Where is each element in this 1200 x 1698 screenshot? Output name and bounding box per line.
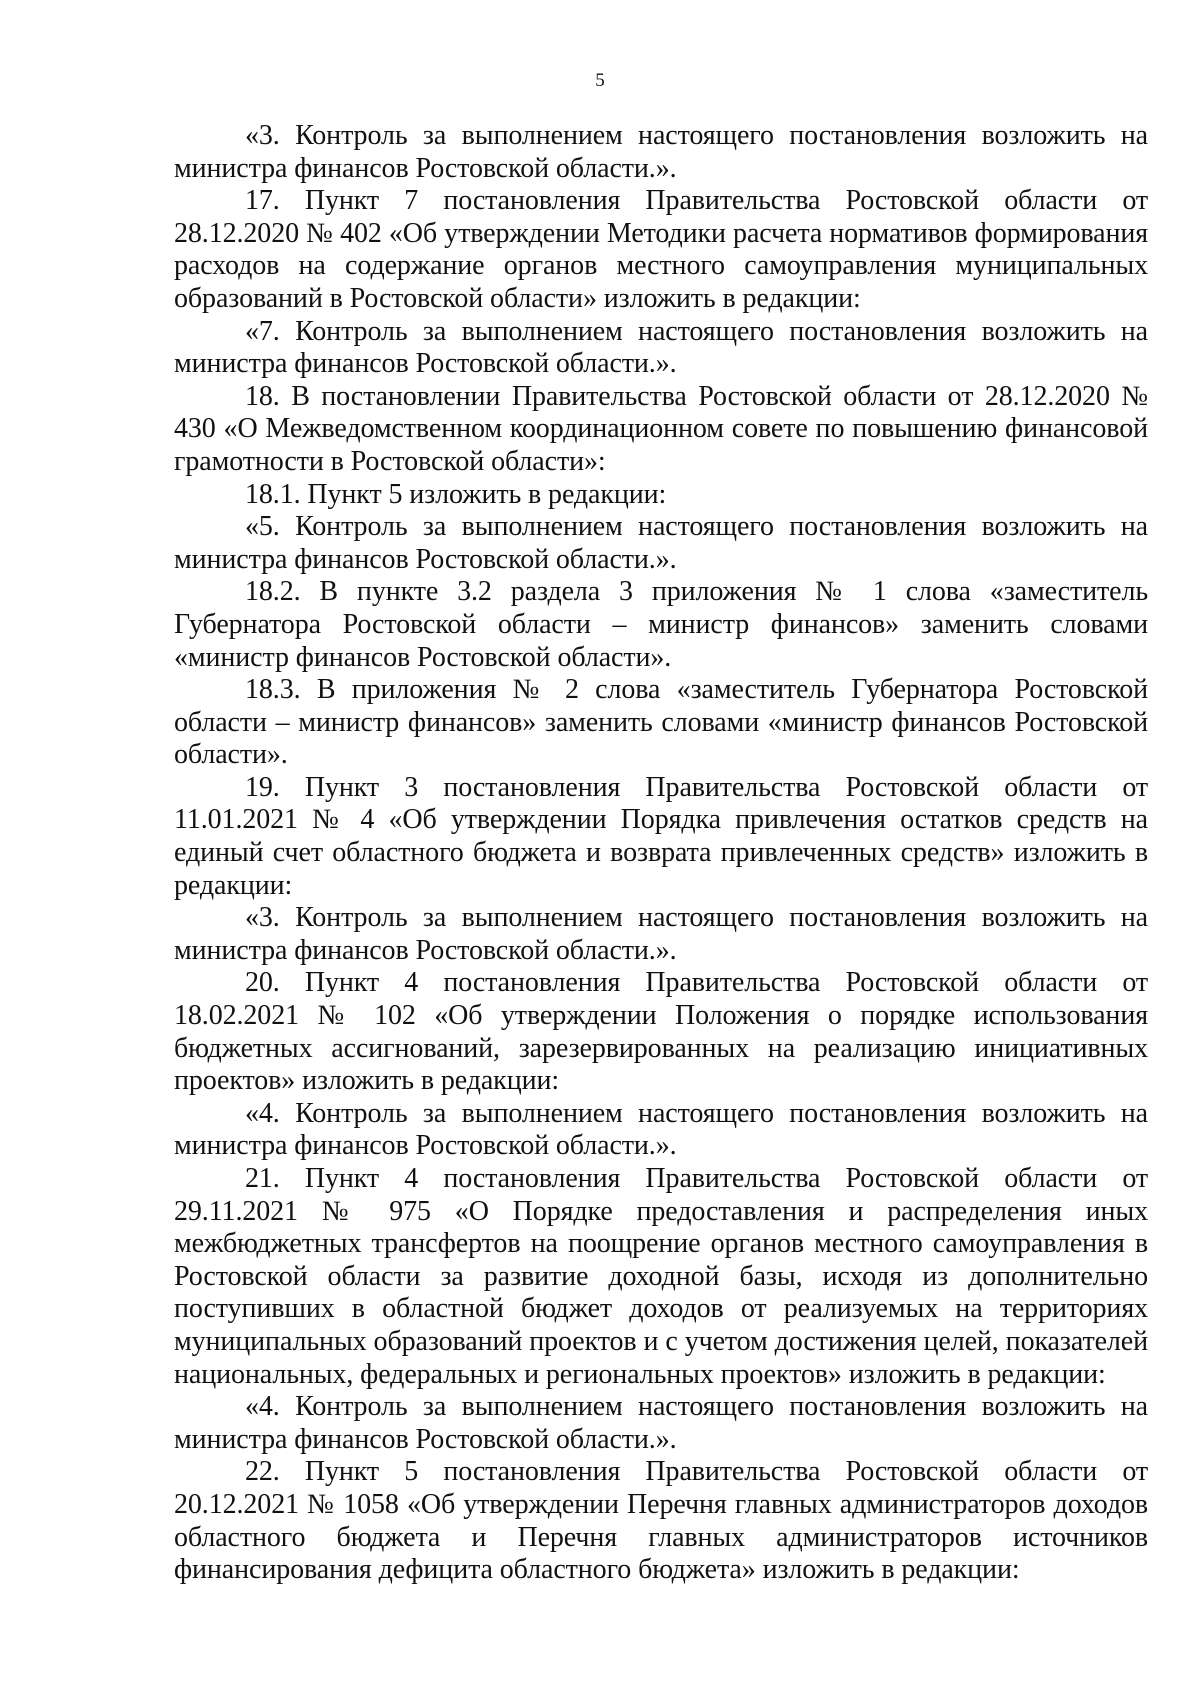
paragraph-item-18: 18. В постановлении Правительства Ростовской области от 28.12.2020 № 430 «О Межведомственном координационном совете по повышению финансовой грамотности в Ростовской области»: — [174, 380, 1148, 477]
paragraph-quote-4-b: «4. Контроль за выполнением настоящего постановления возложить на министра финансов Ростовской области.». — [174, 1391, 1148, 1455]
paragraph-closing-quote-3: «3. Контроль за выполнением настоящего постановления возложить на министра финансов Ростовской области.». — [174, 120, 1148, 184]
page-number: 5 — [595, 70, 605, 91]
paragraph-quote-7: «7. Контроль за выполнением настоящего постановления возложить на министра финансов Ростовской области.». — [174, 315, 1148, 380]
paragraph-quote-3: «3. Контроль за выполнением настоящего постановления возложить на министра финансов Ростовской области.». — [174, 902, 1148, 966]
paragraph-item-18-3: 18.3. В приложения № 2 слова «заместитель Губернатора Ростовской области – министр финансов» заменить словами «министр финансов Ростовской области». — [174, 674, 1148, 771]
paragraph-item-21: 21. Пункт 4 постановления Правительства Ростовской области от 29.11.2021 № 975 «О Порядке предоставления и распределения иных межбюджетных трансфертов на поощрение органов местного самоуправления в Ростовской области за развитие доходной базы, исходя из дополнительно поступивших в областной бюджет доходов от реализуемых на территориях муниципальных образований проектов и с учетом достижения целей, показателей национальных, федеральных и региональных проектов» изложить в редакции: — [174, 1163, 1148, 1390]
paragraph-item-18-2: 18.2. В пункте 3.2 раздела 3 приложения № 1 слова «заместитель Губернатора Ростовской области – министр финансов» заменить словами «министр финансов Ростовской области». — [174, 576, 1148, 673]
paragraph-item-20: 20. Пункт 4 постановления Правительства Ростовской области от 18.02.2021 № 102 «Об утверждении Положения о порядке использования бюджетных ассигнований, зарезервированных на реализацию инициативных проектов» изложить в редакции: — [174, 967, 1148, 1097]
paragraph-item-18-1: 18.1. Пункт 5 изложить в редакции: — [245, 478, 667, 510]
paragraph-item-19: 19. Пункт 3 постановления Правительства Ростовской области от 11.01.2021 № 4 «Об утверждении Порядка привлечения остатков средств на единый счет областного бюджета и возврата привлеченных средств» изложить в редакции: — [174, 771, 1148, 901]
document-body — [174, 120, 1148, 1587]
paragraph-item-22: 22. Пункт 5 постановления Правительства Ростовской области от 20.12.2021 № 1058 «Об утверждении Перечня главных администраторов доходов областного бюджета и Перечня главных администраторов источников финансирования дефицита областного бюджета» изложить в редакции: — [174, 1456, 1148, 1586]
paragraph-quote-5: «5. Контроль за выполнением настоящего постановления возложить на министра финансов Ростовской области.». — [174, 511, 1148, 575]
paragraph-quote-4-a: «4. Контроль за выполнением настоящего постановления возложить на министра финансов Ростовской области.». — [174, 1097, 1148, 1162]
paragraph-item-17: 17. Пункт 7 постановления Правительства Ростовской области от 28.12.2020 № 402 «Об утверждении Методики расчета нормативов формирования расходов на содержание органов местного самоуправления муниципальных образований в Ростовской области» изложить в редакции: — [174, 185, 1148, 314]
